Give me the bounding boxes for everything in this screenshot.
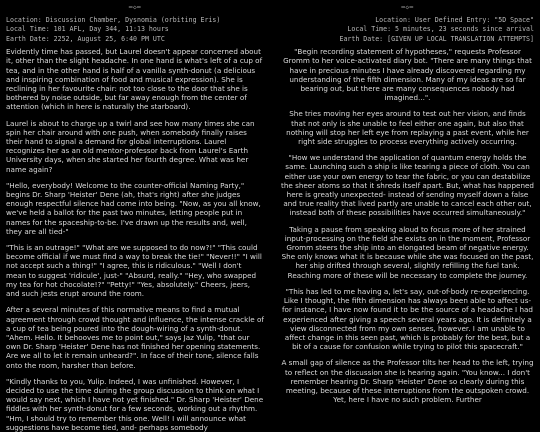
paragraph: "Hello, everybody! Welcome to the counter-official Naming Party," begins Dr. Sharp 'Heister' Dene (ah, that's right) after she judges enough respectful silence had come into being. "Now, as you all know, we've held a ballot for the past two minutes, letting people put in names for the spaceship-to-be. I've drawn up the results and, well, they are all tied-" [6, 180, 261, 236]
local-time-line: Local Time: 101 AFL, Day 344, 11:13 hours [6, 25, 169, 34]
earth-date-line: Earth Date: 2252, August 25, 6:40 PM UTC [6, 34, 165, 43]
location-line: Location: User Defined Entry: "5D Space" [375, 16, 534, 24]
scene-header-left [6, 16, 264, 44]
location-line: Location: Discussion Chamber, Dysnomia (orbiting Eris) [6, 16, 221, 24]
paragraph: "How we understand the application of quantum energy holds the same. Launching such a ship is like tearing a piece of cloth. You can either use your own energy to tear the fabric, or you can destabilize the sheer atoms so that it shreds itself apart. But, what has happened here is greatly unexpected- instead of sending myself down a false and true reality that lived partly are unable to cancel each other out, instead both of these possibilities have occurred simultaneously." [281, 153, 534, 218]
paragraph: After a several minutes of this normative means to find a mutual agreement through crowd thought and influence, the intense crackle of a cup of tea being poured into the dough-wiring of a synth-donut. "Ahem. Hello. It behooves me to point out," says Jaz Yulip, "that our own Dr. Sharp 'Heister' Dene has not finished her opening statements. Are we all to let it remain unheard?". In face of their tone, silence falls onto the room, harsher than before. [6, 305, 264, 370]
paragraph: A small gap of silence as the Professor tilts her head to the left, trying to reflect on the discussion she is hearing again. "You know... I don't remember hearing Dr. Sharp 'Heister' Dene so clearly during this meeting, because of these interruptions from the outspoken crowd. Yet, here I have no such problem. Further [281, 358, 534, 405]
paragraph: "This has led to me having a, let's say, out-of-body re-experiencing. Like I thought, the fifth dimension has always been able to affect us- for instance, I have now found it to be the source of a headache I had experienced after giving a speech several years ago. It is definitely a view disconnected from my own senses, however. I am unable to affect change in this seen past, which is probably for the best, but a bit of a cause for confusion while trying to pilot this spacecraft." [281, 286, 533, 352]
paragraph: "This is an outrage!" "What are we supposed to do now?!" "This could become official if we must find a way to break the tie!" "Never!!" "I will not accept such a thing!" "I agree, this is ridiculous." "Well I don't mean to suggest 'ridicule', just-" "Absurd, really." "Hey, who swapped my tea for hot chocolate!?" "Petty!" "Yes, absolutely." Cheers, jeers, and such jests erupt around the room. [6, 243, 262, 299]
paragraph: She tries moving her eyes around to test out her vision, and finds that not only is she unable to feel either one again, but also that nothing will stop her left eye from replaying a past event, while her right side struggles to process everything actively occurring. [286, 109, 529, 147]
local-time-line: Local Time: 5 minutes, 23 seconds since arrival [347, 25, 534, 34]
section-divider: ═◇═ [401, 4, 414, 11]
paragraph: Evidently time has passed, but Laurel doesn't appear concerned about it, other than the slight headache. In one hand is what's left of a cup of tea, and in the other hand is half of a vanilla synth-donut (a delicious and inspiring combination of food and musical expression). She is reclining in her favourite chair: not too close to the door that she is bothered by noise outside, but far away enough from the center of attention (which in here is naturally the starboard). [6, 47, 263, 112]
paragraph: "Begin recording statement of hypotheses," requests Professor Gromm to her voice-activated diary bot. "There are many things that have in precious minutes I have already discovered regarding my understanding of the fifth dimension. Many of my ideas are so far bearing out, but there are many consequences nobody had imagined...". [283, 47, 532, 103]
section-divider: ═◇═ [128, 4, 142, 11]
paragraph: Laurel is about to charge up a twirl and see how many times she can spin her chair around with one push, when somebody finally raises their hand to signal a demand for global interruptions. Laurel recognizes her as an old mentor-professor back from Laurel's Earth University days, when she started her fourth degree. What was her name again? [6, 118, 255, 174]
scene-header-right [281, 16, 534, 44]
right-column [279, 0, 540, 405]
earth-date-line: Earth Date: [GIVEN UP LOCAL TRANSLATION ATTEMPTS] [339, 34, 534, 43]
paragraph: Taking a pause from speaking aloud to focus more of her strained input-processing on the field she exists on in the moment, Professor Gromm steers the ship into an elongated beam of negative energy. She only knows what it is because while she was focused on the past, her ship drifted through several, slightly refilling the fuel tank. Reaching more of these will be necessary to complete the journey. [281, 224, 534, 280]
paragraph: "Kindly thanks to you, Yulip. Indeed, I was unfinished. However, I decided to use the time during the group discussion to think on what I would say next, which I have not yet finished." Dr. Sharp 'Heister' Dene fiddles with her synth-donut for a few seconds, working out a rhythm. "Hm, I should try to remember this one. Well! I will announce what suggestions have become tied, and- perhaps somebody [6, 376, 264, 432]
